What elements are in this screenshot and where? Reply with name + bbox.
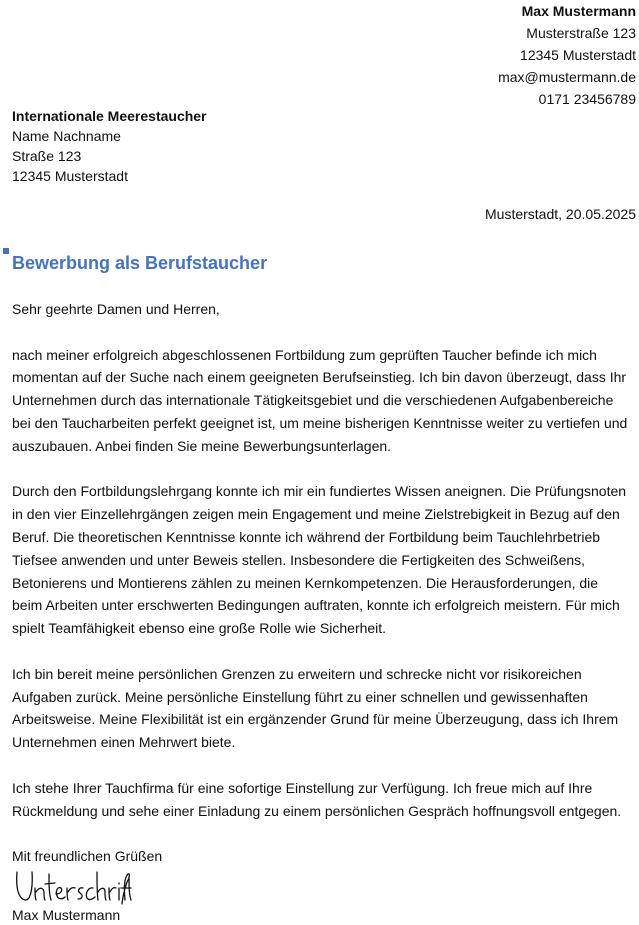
- salutation: Sehr geehrte Damen und Herren,: [12, 301, 220, 317]
- subject-marker: [3, 248, 9, 254]
- recipient-company: Internationale Meerestaucher: [12, 108, 207, 124]
- sender-block: [498, 0, 636, 110]
- body-paragraph: Ich bin bereit meine persönlichen Grenzen zu erweitern und schrecke nicht vor risikoreichen Aufgaben zurück. Meine persönliche Einstellung führt zu einer schnellen und gewissenhaften Arbeitsweise. Meine Flexibilität ist ein ergänzender Grund für meine Überzeugung, dass ich Ihrem Unternehmen einen Mehrwert biete.: [12, 665, 619, 751]
- sender-email: max@mustermann.de: [498, 69, 636, 85]
- handwritten-signature: [13, 864, 133, 908]
- recipient-street: Straße 123: [12, 148, 82, 164]
- recipient-contact: Name Nachname: [12, 128, 121, 144]
- subject-heading: Bewerbung als Berufstaucher: [12, 253, 268, 273]
- letter-body: [12, 298, 632, 891]
- body-paragraph: Ich stehe Ihrer Tauchfirma für eine sofortige Einstellung zur Verfügung. Ich freue mich auf Ihre Rückmeldung und sehe einer Einladung zu einem persönlichen Gespräch hoffnungsvoll entgegen.: [12, 779, 622, 819]
- recipient-block: [12, 106, 207, 186]
- sender-name: Max Mustermann: [521, 3, 636, 19]
- body-paragraph: nach meiner erfolgreich abgeschlossenen Fortbildung zum geprüften Taucher befinde ich mich momentan auf der Suche nach einem geeigneten Berufseinstieg. Ich bin davon überzeugt, dass Ihr Unternehmen durch das internationale Tätigkeitsgebiet und die verschiedenen Aufgabenbereiche bei den Taucharbeiten perfekt geeignet ist, um meine bisherigen Kenntnisse weiter zu vertiefen und auszubauen. Anbei finden Sie meine Bewerbungsunterlagen.: [12, 346, 628, 454]
- sender-city: 12345 Musterstadt: [520, 47, 636, 63]
- sender-street: Musterstraße 123: [526, 25, 636, 41]
- date-line: Musterstadt, 20.05.2025: [485, 206, 636, 222]
- recipient-city: 12345 Musterstadt: [12, 168, 128, 184]
- closing: Mit freundlichen Grüßen: [12, 848, 163, 865]
- sender-phone: 0171 23456789: [538, 91, 636, 107]
- body-paragraph: Durch den Fortbildungslehrgang konnte ich mir ein fundiertes Wissen aneignen. Die Prüfungsnoten in den vier Einzellehrgängen zeigen mein Engagement und meine Zielstrebigkeit in Bezug auf den Beruf. Die theoretischen Kenntnisse konnte ich während der Fortbildung beim Tauchlehrbetrieb Tiefsee anwenden und unter Beweis stellen. Insbesondere die Fertigkeiten des Schweißens, Betonierens und Montierens zählen zu meinen Kernkompetenzen. Die Herausforderungen, die beim Arbeiten unter erschwerten Bedingungen auftraten, konnte ich erfolgreich meistern. Für mich spielt Teamfähigkeit ebenso eine große Rolle wie Sicherheit.: [12, 483, 627, 637]
- signer-name: Max Mustermann: [12, 907, 121, 923]
